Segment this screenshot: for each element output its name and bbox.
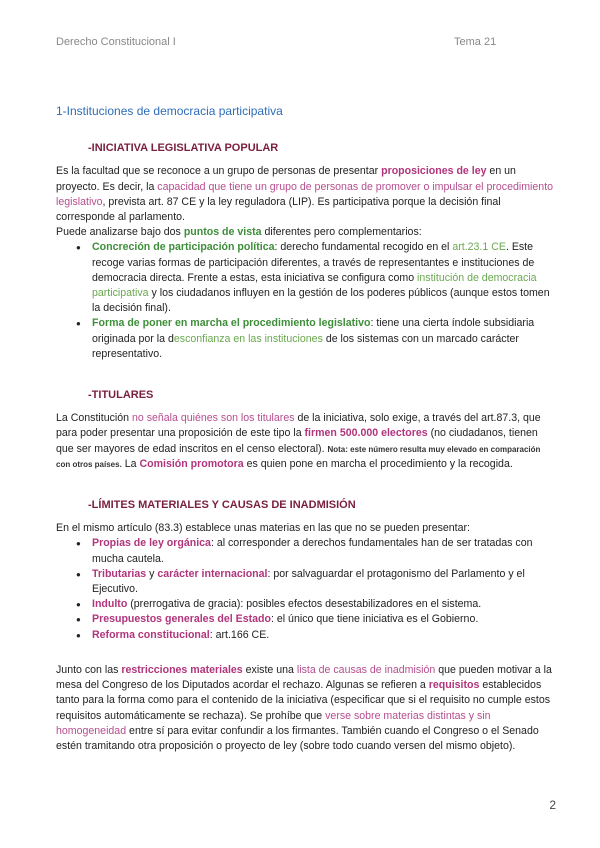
list-item: ● Forma de poner en marcha el procedimiento legislativo: tiene una cierta índole subsidiaria originada por la desconfianza en las instituciones de los sistemas con un marcado carácter representativo. — [92, 316, 556, 362]
list-puntos-de-vista — [56, 240, 556, 362]
list-item: ● Indulto (prerrogativa de gracia): posibles efectos desestabilizadores en el sistema. — [92, 597, 556, 612]
paragraph-titulares: La Constitución no señala quiénes son los titulares de la iniciativa, solo exige, a través del art.87.3, que para poder presentar una proposición de este tipo la firmen 500.000 electores (no ciudadanos, tienen que ser mayores de edad inscritos en el censo electoral). Nota: este número resulta muy elevado en comparación con otros países. La Comisión promotora es quien pone en marcha el procedimiento y la recogida. — [56, 412, 541, 470]
section-title: 1-Instituciones de democracia participativa — [56, 104, 283, 118]
header-subject: Derecho Constitucional I — [56, 36, 176, 48]
heading-iniciativa: -INICIATIVA LEGISLATIVA POPULAR — [88, 142, 279, 155]
paragraph-limites-intro: En el mismo artículo (83.3) establece unas materias en las que no se pueden presentar: — [56, 522, 470, 535]
list-item: ● Reforma constitucional: art.166 CE. — [92, 628, 556, 643]
heading-titulares: -TITULARES — [88, 389, 154, 402]
list-item: ● Concreción de participación política: derecho fundamental recogido en el art.23.1 CE. Este recoge varias formas de participación diferentes, a través de representantes e instituciones de democracia directa. Frente a estas, esta iniciativa se configura como institución de democracia participativa y los ciudadanos influyen en la gestión de los poderes públicos (aunque estos tomen la decisión final). — [92, 240, 556, 316]
list-item: ● Presupuestos generales del Estado: el único que tiene iniciativa es el Gobierno. — [92, 612, 556, 627]
paragraph-causas-inadmision: Junto con las restricciones materiales existe una lista de causas de inadmisión que pueden motivar a la mesa del Congreso de los Diputados acordar el rechazo. Algunas se refieren a requisitos establecidos tanto para la forma como para el contenido de la iniciativa (especificar que si el requisito no cumple estos requisitos automáticamente se rechaza). Se prohíbe que verse sobre materias distintas y sin homogeneidad entre sí para evitar confundir a los firmantes. También cuando el Congreso o el Senado estén tramitando otra proposición o proyecto de ley (sobre todo cuando versen del mismo objeto). — [56, 663, 552, 752]
paragraph-iniciativa-definition: Es la facultad que se reconoce a un grupo de personas de presentar proposiciones de ley en un proyecto. Es decir, la capacidad que tiene un grupo de personas de promover o impulsar el procedimiento legislativo, prevista art. 87 CE y la ley reguladora (LIP). Es participativa porque la decisión final corresponde al parlamento. — [56, 165, 554, 224]
paragraph-puntos-de-vista: Puede analizarse bajo dos puntos de vista diferentes pero complementarios: — [56, 226, 422, 239]
page-number: 2 — [549, 798, 556, 812]
page-body — [56, 104, 556, 754]
list-item: ● Tributarias y carácter internacional: por salvaguardar el protagonismo del Parlamento y el Ejecutivo. — [92, 567, 556, 597]
header-topic: Tema 21 — [454, 36, 497, 48]
list-item: ● Propias de ley orgánica: al corresponder a derechos fundamentales han de ser tratadas con mucha cautela. — [92, 536, 556, 566]
list-limites-materiales — [56, 536, 556, 642]
heading-limites: -LÍMITES MATERIALES Y CAUSAS DE INADMISIÓN — [88, 499, 356, 512]
